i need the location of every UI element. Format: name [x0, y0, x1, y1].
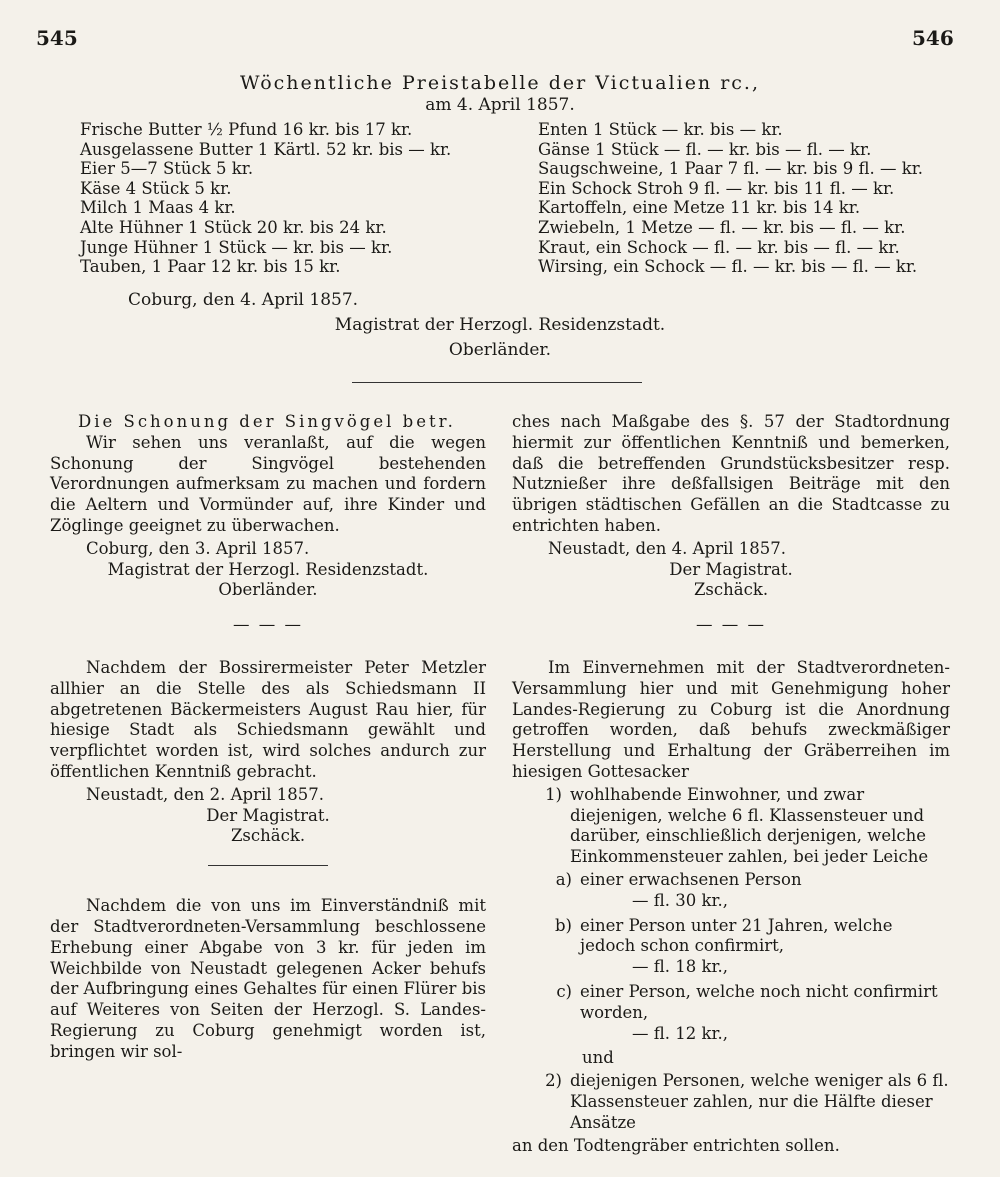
fee-amount: — fl. 30 kr., — [632, 890, 729, 910]
notice-authority: Der Magistrat. — [669, 559, 793, 579]
sub-list-text: einer Person, welche noch nicht confirmirt worden, — [580, 981, 938, 1022]
notice-signer: Zschäck. — [693, 580, 769, 600]
notice-body: Nachdem der Bossirermeister Peter Metzler allhier an die Stelle des als Schiedsmann II abgetretenen Bäckermeisters August Rau hier, für hiesige Stadt als Schiedsmann gewählt und verpflichtet worden ist, wird solches andurch zur öffentlichen Kenntniß gebracht. — [50, 657, 486, 781]
price-item: Junge Hühner 1 Stück — kr. bis — kr. — [80, 237, 393, 257]
right-column — [512, 412, 950, 1156]
price-table-signature — [80, 286, 1000, 363]
price-item: Enten 1 Stück — kr. bis — kr. — [538, 120, 783, 139]
sub-list-text: einer Person unter 21 Jahren, welche jedoch schon confirmirt, — [580, 915, 893, 956]
notice-heading: Die Schonung der Singvögel betr. — [78, 412, 456, 431]
list-item — [512, 785, 950, 868]
sub-list-item — [512, 916, 950, 958]
left-column — [50, 412, 486, 1063]
price-item: Gänse 1 Stück — fl. — kr. bis — fl. — kr. — [538, 139, 872, 159]
price-item: Ein Schock Stroh 9 fl. — kr. bis 11 fl. — kr. — [538, 178, 895, 198]
price-list-left — [80, 120, 451, 277]
list-text: diejenigen Personen, welche weniger als 6 fl. Klassensteuer zahlen, nur die Hälfte dieser Ansätze — [570, 1071, 949, 1132]
notice-authority: Der Magistrat. — [206, 805, 330, 825]
notice-authority: Magistrat der Herzogl. Residenzstadt. — [107, 559, 429, 579]
sub-list-item — [512, 870, 950, 891]
notice-body: Nachdem die von uns im Einverständniß mit der Stadtverordneten-Versammlung beschlossene Erhebung einer Abgabe von 3 kr. für jeden im Weichbilde von Neustadt gelegenen Acker behufs der Aufbringung eines Gehaltes für einen Flürer bis auf Weiteres von Seiten der Herzogl. S. Landes-Regierung zu Coburg genehmigt worden ist, bringen wir sol- — [50, 896, 486, 1061]
price-table-date: am 4. April 1857. — [425, 95, 575, 115]
price-item: Saugschweine, 1 Paar 7 fl. — kr. bis 9 fl. — kr. — [538, 159, 924, 179]
notice-separator: — — — — [233, 615, 303, 635]
price-item: Alte Hühner 1 Stück 20 kr. bis 24 kr. — [80, 217, 387, 237]
price-item: Wirsing, ein Schock — fl. — kr. bis — fl. — kr. — [538, 257, 918, 277]
notice-body: Wir sehen uns veranlaßt, auf die wegen Schonung der Singvögel bestehenden Verordnungen aufmerksam zu machen und fordern die Aeltern und Vormünder auf, ihre Kinder und Zöglinge geeignet zu überwachen. — [50, 432, 486, 535]
price-list-right — [538, 120, 923, 277]
page-number-left: 545 — [36, 26, 78, 50]
price-table-signer: Oberländer. — [448, 340, 552, 360]
price-table-place-date: Coburg, den 4. April 1857. — [128, 290, 359, 310]
list-number: 1) — [545, 784, 562, 804]
notice-divider — [208, 865, 328, 866]
section-divider — [352, 382, 642, 383]
notice-place-date: Coburg, den 3. April 1857. — [86, 538, 310, 558]
notice-place-date: Neustadt, den 4. April 1857. — [548, 538, 787, 558]
notice-closing: an den Todtengräber entrichten sollen. — [512, 1135, 840, 1155]
list-number: 2) — [545, 1071, 562, 1091]
notice-signer: Oberländer. — [218, 580, 318, 600]
notice-separator: — — — — [696, 615, 766, 635]
price-item: Frische Butter ½ Pfund 16 kr. bis 17 kr. — [80, 120, 413, 139]
price-item: Kraut, ein Schock — fl. — kr. bis — fl. — kr. — [538, 237, 900, 257]
sub-list-letter: b) — [555, 915, 572, 935]
fee-amount: — fl. 12 kr., — [632, 1023, 729, 1043]
notice-intro: Im Einvernehmen mit der Stadtverordneten-Versammlung hier und mit Genehmigung hoher Landes-Regierung zu Coburg ist die Anordnung getroffen worden, daß behufs zweckmäßiger Herstellung und Erhaltung der Gräberreihen im hiesigen Gottesacker — [512, 657, 950, 781]
price-item: Ausgelassene Butter 1 Kärtl. 52 kr. bis — kr. — [80, 139, 452, 159]
price-item: Kartoffeln, eine Metze 11 kr. bis 14 kr. — [538, 198, 861, 218]
notice-signer: Zschäck. — [230, 826, 306, 846]
price-item: Tauben, 1 Paar 12 kr. bis 15 kr. — [80, 257, 341, 277]
price-item: Käse 4 Stück 5 kr. — [80, 178, 232, 198]
list-item — [512, 1071, 950, 1133]
sub-list-letter: c) — [556, 981, 572, 1001]
fee-amount: — fl. 18 kr., — [632, 957, 729, 977]
sub-list-text: einer erwachsenen Person — [580, 869, 802, 889]
sub-list-letter: a) — [555, 869, 572, 889]
notice-body-continued: ches nach Maßgabe des §. 57 der Stadtordnung hiermit zur öffentlichen Kenntniß und bemerken, daß die betreffenden Grundstücksbesitzer resp. Nutznießer ihre deßfallsigen Beiträge mit den übrigen städtischen Gefällen an die Stadtcasse zu entrichten haben. — [512, 412, 950, 535]
price-table-authority: Magistrat der Herzogl. Residenzstadt. — [334, 315, 666, 335]
price-item: Milch 1 Maas 4 kr. — [80, 198, 236, 218]
list-text: wohlhabende Einwohner, und zwar diejenigen, welche 6 fl. Klassensteuer und darüber, einschließlich derjenigen, welche Einkommensteuer zahlen, bei jeder Leiche — [570, 784, 929, 867]
page-number-right: 546 — [912, 26, 954, 50]
price-item: Zwiebeln, 1 Metze — fl. — kr. bis — fl. — kr. — [538, 217, 906, 237]
notice-place-date: Neustadt, den 2. April 1857. — [86, 784, 325, 804]
price-item: Eier 5—7 Stück 5 kr. — [80, 159, 254, 179]
price-table-title: Wöchentliche Preistabelle der Victualien rc., — [239, 72, 761, 94]
sub-list-item — [512, 982, 950, 1024]
price-table-header — [0, 72, 1000, 116]
conjunction: und — [582, 1048, 614, 1068]
